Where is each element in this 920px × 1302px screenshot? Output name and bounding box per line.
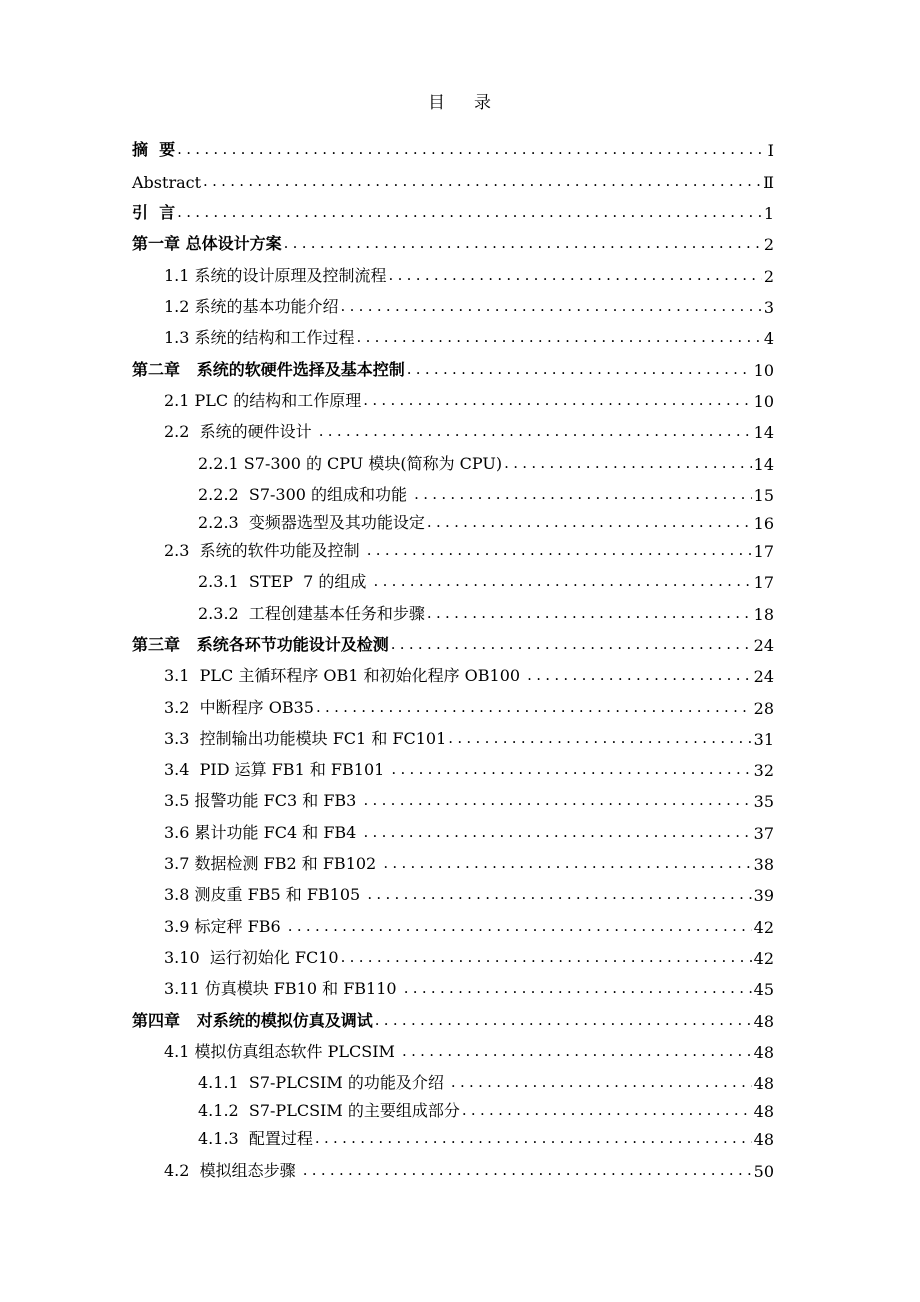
toc-leader-dots — [407, 359, 752, 380]
toc-entry-page: 48 — [753, 1102, 774, 1121]
toc-entry-page: 42 — [753, 918, 774, 937]
toc-entry-label: 2.3 系统的软件功能及控制 — [164, 541, 365, 560]
toc-entry-page: 35 — [753, 792, 774, 811]
toc-entry[interactable] — [164, 387, 774, 411]
toc-entry-label: 2.2 系统的硬件设计 — [164, 422, 317, 441]
toc-entry[interactable] — [164, 418, 774, 442]
toc-leader-dots — [303, 1160, 752, 1181]
toc-entry[interactable] — [198, 1125, 774, 1149]
toc-entry[interactable] — [164, 1157, 774, 1181]
toc-leader-dots — [462, 1100, 752, 1121]
toc-entry[interactable] — [198, 509, 774, 533]
toc-entry-label: 1.1 系统的设计原理及控制流程 — [164, 266, 387, 285]
toc-leader-dots — [448, 728, 751, 749]
toc-entry-label: 4.1 模拟仿真组态软件 PLCSIM — [164, 1042, 401, 1061]
toc-leader-dots — [383, 853, 751, 874]
toc-leader-dots — [402, 1041, 752, 1062]
toc-entry-label: 2.2.1 S7-300 的 CPU 模块(简称为 CPU) — [198, 454, 503, 473]
toc-entry-label: Abstract — [132, 173, 202, 192]
toc-entry[interactable] — [132, 631, 774, 655]
toc-entry-page: 50 — [753, 1162, 774, 1181]
toc-entry[interactable] — [164, 324, 774, 348]
toc-entry-page: 38 — [753, 855, 774, 874]
toc-leader-dots — [203, 171, 761, 192]
toc-entry-label: 3.7 数据检测 FB2 和 FB102 — [164, 854, 382, 873]
toc-entry-page: 18 — [753, 605, 774, 624]
toc-entry[interactable] — [198, 1069, 774, 1093]
toc-entry[interactable] — [164, 944, 774, 968]
toc-leader-dots — [451, 1072, 752, 1093]
toc-entry[interactable] — [198, 1097, 774, 1121]
toc-entry-page: 39 — [753, 886, 774, 905]
toc-entry-label: 3.5 报警功能 FC3 和 FB3 — [164, 791, 362, 810]
toc-entry[interactable] — [132, 168, 774, 192]
toc-entry[interactable] — [164, 756, 774, 780]
toc-entry-label: 3.11 仿真模块 FB10 和 FB110 — [164, 979, 402, 998]
toc-leader-dots — [367, 540, 752, 561]
toc-entry[interactable] — [198, 568, 774, 592]
toc-entry-label: 1.3 系统的结构和工作过程 — [164, 328, 355, 347]
toc-leader-dots — [177, 202, 762, 223]
toc-entry[interactable] — [198, 600, 774, 624]
toc-entry-label: 3.10 运行初始化 FC10 — [164, 948, 339, 967]
toc-entry-page: 16 — [753, 514, 774, 533]
toc-entry[interactable] — [164, 913, 774, 937]
toc-entry-page: 42 — [753, 949, 774, 968]
toc-leader-dots — [316, 697, 752, 718]
toc-entry-label: 引 言 — [132, 203, 176, 222]
toc-entry[interactable] — [198, 481, 774, 505]
toc-entry-page: 3 — [763, 298, 774, 317]
toc-leader-dots — [357, 327, 762, 348]
toc-leader-dots — [341, 296, 762, 317]
toc-entry-label: 第四章 对系统的模拟仿真及调试 — [132, 1011, 373, 1030]
toc-leader-dots — [389, 265, 762, 286]
toc-leader-dots — [363, 822, 751, 843]
toc-entry[interactable] — [132, 199, 774, 223]
toc-entry-label: 摘 要 — [132, 140, 176, 159]
toc-entry[interactable] — [132, 136, 774, 160]
toc-leader-dots — [177, 139, 766, 160]
toc-entry-page: 32 — [753, 761, 774, 780]
toc-entry-page: 48 — [753, 1074, 774, 1093]
toc-leader-dots — [341, 947, 752, 968]
toc-entry[interactable] — [164, 881, 774, 905]
toc-entry[interactable] — [164, 850, 774, 874]
toc-entry[interactable] — [164, 262, 774, 286]
toc-entry-page: 48 — [753, 1130, 774, 1149]
toc-leader-dots — [284, 233, 762, 254]
toc-entry-label: 3.9 标定秤 FB6 — [164, 917, 286, 936]
toc-entry-label: 4.1.1 S7-PLCSIM 的功能及介绍 — [198, 1073, 449, 1092]
toc-leader-dots — [363, 790, 751, 811]
toc-entry-label: 3.2 中断程序 OB35 — [164, 698, 314, 717]
toc-entry[interactable] — [164, 293, 774, 317]
toc-entry-page: 45 — [753, 980, 774, 999]
toc-entry-label: 3.3 控制输出功能模块 FC1 和 FC101 — [164, 729, 447, 748]
toc-entry-label: 第三章 系统各环节功能设计及检测 — [132, 635, 389, 654]
toc-leader-dots — [391, 634, 752, 655]
toc-title — [0, 88, 920, 113]
toc-entry-label: 3.8 测皮重 FB5 和 FB105 — [164, 885, 366, 904]
toc-entry[interactable] — [164, 819, 774, 843]
toc-leader-dots — [367, 884, 751, 905]
toc-entry-page: 17 — [753, 573, 774, 592]
toc-entry-page: Ⅰ — [767, 141, 774, 160]
toc-leader-dots — [288, 916, 752, 937]
toc-entry-page: 10 — [753, 392, 774, 411]
toc-entry-label: 4.1.2 S7-PLCSIM 的主要组成部分 — [198, 1101, 460, 1120]
toc-leader-dots — [319, 421, 752, 442]
toc-entry-page: 17 — [753, 542, 774, 561]
toc-entry-page: 15 — [753, 486, 774, 505]
toc-leader-dots — [414, 484, 751, 505]
toc-leader-dots — [427, 603, 752, 624]
toc-entry-label: 1.2 系统的基本功能介绍 — [164, 297, 339, 316]
toc-entry-page: 14 — [753, 455, 774, 474]
toc-entry-page: 4 — [763, 329, 774, 348]
toc-leader-dots — [527, 665, 751, 686]
toc-entry-page: 2 — [763, 235, 774, 254]
toc-entry-label: 2.2.3 变频器选型及其功能设定 — [198, 513, 425, 532]
toc-entry-page: 48 — [753, 1012, 774, 1031]
toc-entry-label: 3.1 PLC 主循环程序 OB1 和初始化程序 OB100 — [164, 666, 526, 685]
toc-entry-label: 3.4 PID 运算 FB1 和 FB101 — [164, 760, 390, 779]
toc-entry[interactable] — [164, 537, 774, 561]
toc-entry[interactable] — [132, 230, 774, 254]
toc-entry-page: 24 — [753, 667, 774, 686]
toc-entry[interactable] — [164, 725, 774, 749]
toc-leader-dots — [315, 1128, 752, 1149]
toc-entry[interactable] — [132, 356, 774, 380]
toc-title-char: 录 — [474, 93, 492, 113]
toc-entry-page: 1 — [763, 204, 774, 223]
toc-entry[interactable] — [198, 450, 774, 474]
toc-entry-page: Ⅱ — [763, 173, 774, 192]
toc-entry-label: 2.2.2 S7-300 的组成和功能 — [198, 485, 413, 504]
toc-entry-page: 28 — [753, 699, 774, 718]
toc-leader-dots — [404, 978, 752, 999]
toc-entry[interactable] — [132, 1007, 774, 1031]
toc-leader-dots — [391, 759, 751, 780]
toc-entry-page: 14 — [753, 423, 774, 442]
toc-entry-page: 48 — [753, 1043, 774, 1062]
toc-leader-dots — [375, 1010, 752, 1031]
toc-leader-dots — [504, 453, 752, 474]
toc-leader-dots — [363, 390, 751, 411]
toc-leader-dots — [374, 571, 752, 592]
toc-entry[interactable] — [164, 694, 774, 718]
toc-entry-page: 10 — [753, 361, 774, 380]
toc-leader-dots — [427, 512, 752, 533]
toc-entry-label: 3.6 累计功能 FC4 和 FB4 — [164, 823, 362, 842]
toc-entry-label: 2.3.2 工程创建基本任务和步骤 — [198, 604, 425, 623]
toc-entry-page: 31 — [753, 730, 774, 749]
toc-entry-label: 4.2 模拟组态步骤 — [164, 1161, 301, 1180]
toc-entry[interactable] — [164, 787, 774, 811]
toc-entry-label: 第一章 总体设计方案 — [132, 234, 282, 253]
toc-entry-page: 24 — [753, 636, 774, 655]
toc-entry-label: 4.1.3 配置过程 — [198, 1129, 313, 1148]
toc-title-char: 目 — [428, 93, 446, 113]
toc-entry-label: 第二章 系统的软硬件选择及基本控制 — [132, 360, 405, 379]
toc-entry-page: 2 — [763, 267, 774, 286]
toc-entry-label: 2.1 PLC 的结构和工作原理 — [164, 391, 362, 410]
toc-entry[interactable] — [164, 975, 774, 999]
toc-entry[interactable] — [164, 662, 774, 686]
toc-entry-page: 37 — [753, 824, 774, 843]
toc-entry[interactable] — [164, 1038, 774, 1062]
toc-entry-label: 2.3.1 STEP 7 的组成 — [198, 572, 372, 591]
